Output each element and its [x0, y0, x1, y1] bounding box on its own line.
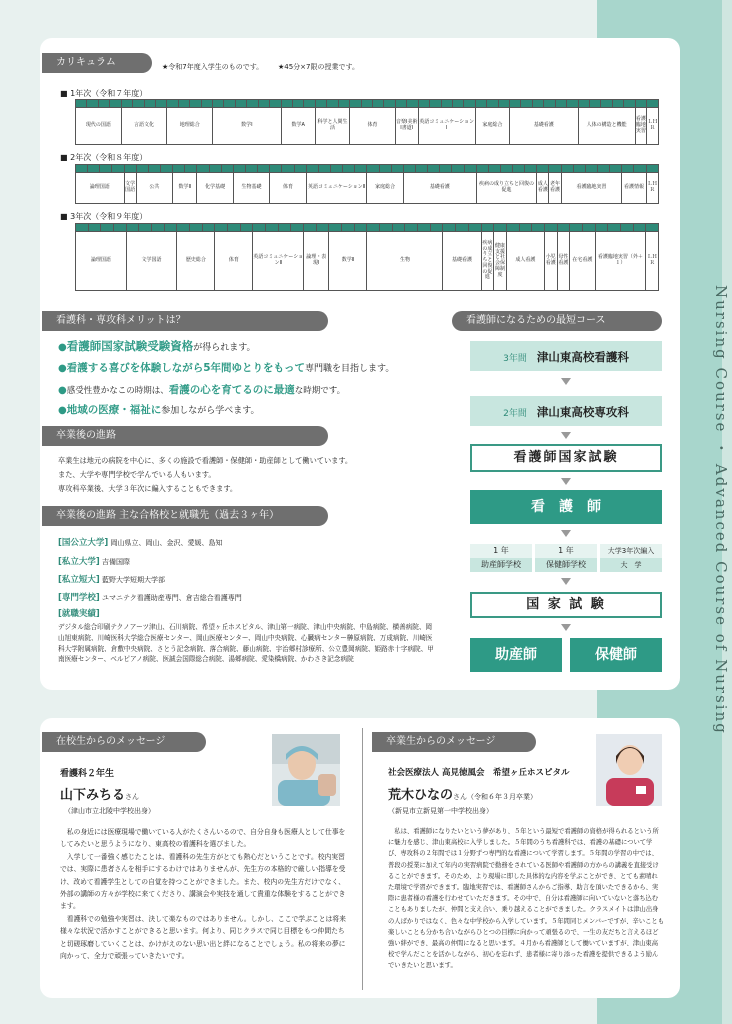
- graduate-photo: [596, 734, 662, 806]
- period-cell: [201, 100, 212, 108]
- period-cell: [282, 165, 294, 173]
- period-cell: [315, 100, 326, 108]
- subject-cell: 音楽Ⅰ美術Ⅰ書道Ⅰ: [395, 108, 418, 145]
- period-cell: [570, 224, 583, 232]
- period-cell: [343, 165, 355, 173]
- route-midwife: 助産師: [470, 638, 562, 672]
- period-header-row: [76, 224, 659, 232]
- graduate-name: 荒木ひなのさん（令和６年３月卒業）: [388, 788, 538, 803]
- subject-cell: 言語文化: [121, 108, 167, 145]
- period-cell: [537, 165, 549, 173]
- route-arrow-3: [561, 478, 571, 485]
- subject-cell: 生物: [367, 232, 443, 291]
- period-cell: [209, 165, 221, 173]
- period-cell: [441, 100, 452, 108]
- merit-title: 看護科・専攻科メリットは？: [42, 311, 328, 331]
- subject-cell: 看護臨地実習: [635, 108, 646, 145]
- period-cell: [245, 165, 257, 173]
- period-cell: [452, 100, 463, 108]
- subject-cell: 英語コミュニケーションⅡ: [306, 173, 367, 204]
- period-cell: [555, 100, 566, 108]
- student-message-body: 私の身近には医療現場で働いている人がたくさんいるので、自分自身も医療人として仕事をしてみたいと思うようになり、東高校の看護科を選びました。 入学して一番強く感じたことは、看護科の先生方がとても熱心だということです。校内実習では、実際に患者さんを相手にするわけではありませんが、先生方の本格的で厳しい指導を受け、改めて看護学生としての自覚を持つことができました。また、校内の先生方だけでなく、外部の講師の方々が学校に来てくださり、講演会や実技を通して貴重な体験をすることができます。 看護科での勉強や実習は、決して楽なものではありません。しかし、ここで学ぶことは将来様々な状況で活かすことができると思います。何より、同じクラスで同じ目標をもつ仲間たちと切磋琢磨していくことは、かけがえのない思い出と絆になることでしょう。私の将来の夢に向かって、全力で頑張っていきたいです。: [60, 828, 346, 961]
- period-cell: [391, 165, 403, 173]
- period-cell: [148, 165, 160, 173]
- period-cell: [304, 100, 315, 108]
- period-cell: [88, 224, 101, 232]
- period-cell: [380, 224, 393, 232]
- period-cell: [329, 224, 342, 232]
- period-cell: [306, 165, 318, 173]
- period-cell: [532, 100, 543, 108]
- subject-cell: 文学国語: [126, 232, 177, 291]
- period-cell: [342, 224, 355, 232]
- period-cell: [403, 165, 415, 173]
- period-cell: [270, 100, 281, 108]
- period-cell: [488, 165, 500, 173]
- period-cell: [500, 165, 512, 173]
- period-cell: [270, 165, 282, 173]
- route-arrow-2: [561, 432, 571, 439]
- university-transfer-box: 大学3年次編入 大 学: [600, 544, 662, 572]
- period-cell: [98, 100, 109, 108]
- period-cell: [126, 224, 139, 232]
- period-cell: [173, 165, 185, 173]
- career-line-2: また、大学や専門学校で学んでいる人もいます。: [58, 470, 216, 479]
- schools-title: 卒業後の進路 主な合格校と就職先（過去３ヶ年）: [42, 506, 328, 526]
- subject-cell: 基礎看護: [510, 108, 579, 145]
- subject-cell: 老年看護: [549, 173, 561, 204]
- period-cell: [121, 100, 132, 108]
- period-cell: [418, 224, 431, 232]
- year3-label: ■ 3年次（令和９年度）: [60, 211, 147, 222]
- subject-cell: 基礎看護: [443, 232, 481, 291]
- subject-cell: 文学国語: [124, 173, 136, 204]
- subject-cell: 体育: [350, 108, 396, 145]
- midwife-school-box: 1 年 助産師学校: [470, 544, 532, 572]
- period-cell: [443, 224, 456, 232]
- period-cell: [76, 165, 88, 173]
- route-public-health-nurse: 保健師: [570, 638, 662, 672]
- subject-cell: 化学基礎: [197, 173, 233, 204]
- period-cell: [557, 224, 570, 232]
- graduate-school: （新見市立新見第一中学校出身）: [388, 807, 493, 815]
- subject-cell: 英語コミュニケーションⅠ: [418, 108, 475, 145]
- employment-label: [就職実績]: [58, 609, 100, 619]
- subject-cell: ＬＨＲ: [646, 173, 658, 204]
- subject-cell: 数学A: [281, 108, 315, 145]
- period-cell: [87, 100, 98, 108]
- subject-cell: 基礎看護: [403, 173, 476, 204]
- student-school: （津山市立北陵中学校出身）: [64, 807, 155, 815]
- period-cell: [646, 224, 659, 232]
- period-header-row: [76, 100, 659, 108]
- period-cell: [327, 100, 338, 108]
- side-course-title: Nursing Course ・ Advanced Course of Nursing: [712, 285, 730, 735]
- subject-cell: 健康支援と社会保障制度: [494, 232, 507, 291]
- period-cell: [133, 100, 144, 108]
- period-cell: [384, 100, 395, 108]
- period-cell: [519, 224, 532, 232]
- period-cell: [475, 100, 486, 108]
- curriculum-title: カリキュラム: [42, 53, 152, 73]
- subject-row: [76, 232, 659, 291]
- period-cell: [224, 100, 235, 108]
- route-national-exam: 看護師国家試験: [470, 444, 662, 472]
- period-cell: [622, 165, 634, 173]
- period-cell: [316, 224, 329, 232]
- junior-colleges: [私立短大] 藍野大学短期大学部: [58, 575, 166, 585]
- subject-cell: 看護情報: [622, 173, 646, 204]
- graduate-organization: 社会医療法人 高見徳風会 希望ヶ丘ホスピタル: [388, 768, 570, 778]
- period-cell: [612, 100, 623, 108]
- period-cell: [585, 165, 597, 173]
- merit-line-4: ●地域の医療・福祉に参加しながら学べます。: [58, 404, 260, 416]
- subject-row: [76, 108, 659, 145]
- year1-label: ■ 1年次（令和７年度）: [60, 88, 147, 99]
- subject-cell: 数学Ⅰ: [213, 108, 282, 145]
- subject-cell: 在宅看護: [570, 232, 595, 291]
- period-cell: [481, 224, 494, 232]
- period-cell: [589, 100, 600, 108]
- year2-label: ■ 2年次（令和８年度）: [60, 152, 147, 163]
- period-cell: [350, 100, 361, 108]
- period-cell: [190, 224, 203, 232]
- subject-cell: 成人看護: [506, 232, 544, 291]
- period-cell: [647, 100, 659, 108]
- period-cell: [258, 165, 270, 173]
- period-cell: [633, 224, 646, 232]
- period-cell: [608, 224, 621, 232]
- subject-cell: 家庭総合: [475, 108, 509, 145]
- period-cell: [598, 165, 610, 173]
- subject-cell: 現代の国語: [76, 108, 122, 145]
- period-cell: [367, 224, 380, 232]
- period-cell: [101, 224, 114, 232]
- subject-cell: 体育: [270, 173, 306, 204]
- period-cell: [532, 224, 545, 232]
- period-cell: [215, 224, 228, 232]
- period-cell: [177, 224, 190, 232]
- route-arrow-5: [561, 578, 571, 585]
- period-cell: [624, 100, 635, 108]
- merit-line-2: ●看護する喜びを体験しながら5年間ゆとりをもって専門職を目指します。: [58, 362, 395, 374]
- period-cell: [240, 224, 253, 232]
- merit-line-3: ●感受性豊かなこの時期は、看護の心を育てるのに最適な時期です。: [58, 384, 346, 396]
- student-photo: [272, 734, 340, 806]
- period-cell: [561, 165, 573, 173]
- period-cell: [152, 224, 165, 232]
- subject-cell: 論理国語: [76, 173, 125, 204]
- subject-cell: 看護臨地実習（外＋１）: [595, 232, 646, 291]
- subject-cell: 体育: [215, 232, 253, 291]
- messages-divider: [362, 728, 363, 990]
- subject-cell: 疾病の成り立ちと回復の促進: [476, 173, 537, 204]
- period-cell: [164, 224, 177, 232]
- subject-cell: ＬＨＲ: [647, 108, 659, 145]
- period-cell: [620, 224, 633, 232]
- period-cell: [476, 165, 488, 173]
- period-cell: [247, 100, 258, 108]
- merit-line-1: ●看護師国家試験受験資格が得られます。: [58, 339, 256, 353]
- subject-cell: 家庭総合: [367, 173, 403, 204]
- period-cell: [361, 100, 372, 108]
- period-cell: [167, 100, 178, 108]
- period-cell: [549, 165, 561, 173]
- period-cell: [430, 224, 443, 232]
- period-cell: [498, 100, 509, 108]
- period-header-row: [76, 165, 659, 173]
- subject-cell: 英語コミュニケーションⅡ: [253, 232, 304, 291]
- period-cell: [266, 224, 279, 232]
- period-cell: [430, 100, 441, 108]
- period-cell: [635, 100, 646, 108]
- route-arrow-1: [561, 378, 571, 385]
- period-cell: [578, 100, 589, 108]
- period-cell: [544, 100, 555, 108]
- period-cell: [452, 165, 464, 173]
- period-cell: [456, 224, 469, 232]
- national-universities: [国公立大学] 岡山県立、岡山、金沢、愛媛、島知: [58, 538, 223, 548]
- route-nurse: 看 護 師: [470, 490, 662, 524]
- subject-cell: 小児看護: [544, 232, 557, 291]
- period-cell: [304, 224, 317, 232]
- year2-curriculum-table: [75, 164, 659, 204]
- period-cell: [100, 165, 112, 173]
- vocational-schools: [専門学校] ユマニテク看護助産専門、倉吉総合看護専門: [58, 593, 242, 603]
- period-cell: [405, 224, 418, 232]
- period-cell: [110, 100, 121, 108]
- student-name: 山下みちるさん: [60, 788, 140, 803]
- period-cell: [202, 224, 215, 232]
- subject-cell: 看護臨地実習: [561, 173, 622, 204]
- period-cell: [76, 224, 89, 232]
- period-cell: [233, 165, 245, 173]
- curriculum-note-1: ★令和7年度入学生のものです。: [162, 63, 264, 71]
- career-line-3: 専攻科卒業後、大学３年次に編入することもできます。: [58, 484, 238, 493]
- career-line-1: 卒業生は地元の病院を中心に、多くの施設で看護師・保健師・助産師として働いています。: [58, 456, 353, 465]
- period-cell: [293, 100, 304, 108]
- period-cell: [379, 165, 391, 173]
- route-arrow-4: [561, 530, 571, 537]
- period-cell: [228, 224, 241, 232]
- year1-curriculum-table: [75, 99, 659, 145]
- route-arrow-6: [561, 624, 571, 631]
- period-cell: [213, 100, 224, 108]
- period-cell: [513, 165, 525, 173]
- route-step-2: 2年間 津山東高校専攻科: [470, 396, 662, 426]
- year3-curriculum-table: [75, 223, 659, 291]
- subject-cell: 科学と人間生活: [315, 108, 349, 145]
- subject-cell: ＬＨＲ: [646, 232, 659, 291]
- period-cell: [510, 100, 521, 108]
- subject-cell: 歴史総合: [177, 232, 215, 291]
- period-cell: [464, 100, 475, 108]
- subject-cell: 疾病の成り立ちと回復の促進: [481, 232, 494, 291]
- period-cell: [506, 224, 519, 232]
- subject-cell: 公共: [136, 173, 172, 204]
- period-cell: [582, 224, 595, 232]
- period-cell: [139, 224, 152, 232]
- period-cell: [595, 224, 608, 232]
- subject-cell: 数学Ⅱ: [329, 232, 367, 291]
- period-cell: [494, 224, 507, 232]
- period-cell: [112, 165, 124, 173]
- period-cell: [281, 100, 292, 108]
- period-cell: [160, 165, 172, 173]
- period-cell: [415, 165, 427, 173]
- period-cell: [124, 165, 136, 173]
- employment-list: デジタル総合印刷テクノアーツ津山、石川病院、希望ヶ丘ホスピタル、津山第一病院、津山中央病院、中島病院、横善病院、岡山旭東病院、川崎医科大学総合医療センター、岡山医療センター、岡山中央病院、心臓病センター榊原病院、万成病院、川崎医科大学附属病院、倉敷中央病院、さとう記念病院、落合病院、藤山病院、宇治郷村診療所、公立豊岡病院、姫路赤十字病院、甲南医療センター、ベルピアノ病院、医誠会国際総合病院、湯郷病院、愛染橋病院、かわさき記念病院: [58, 623, 434, 664]
- route-national-exam-2: 国 家 試 験: [470, 592, 662, 618]
- period-cell: [253, 224, 266, 232]
- private-universities: [私立大学] 吉備国際: [58, 557, 131, 567]
- period-cell: [395, 100, 406, 108]
- subject-cell: 数学Ⅱ: [173, 173, 197, 204]
- period-cell: [88, 165, 100, 173]
- subject-row: [76, 173, 659, 204]
- period-cell: [197, 165, 209, 173]
- period-cell: [468, 224, 481, 232]
- period-cell: [464, 165, 476, 173]
- graduate-message-title: 卒業生からのメッセージ: [372, 732, 536, 752]
- period-cell: [544, 224, 557, 232]
- period-cell: [178, 100, 189, 108]
- period-cell: [355, 165, 367, 173]
- period-cell: [634, 165, 646, 173]
- period-cell: [392, 224, 405, 232]
- period-cell: [487, 100, 498, 108]
- period-cell: [190, 100, 201, 108]
- period-cell: [567, 100, 578, 108]
- period-cell: [372, 100, 383, 108]
- subject-cell: 生物基礎: [233, 173, 269, 204]
- period-cell: [185, 165, 197, 173]
- period-cell: [294, 165, 306, 173]
- period-cell: [338, 100, 349, 108]
- period-cell: [155, 100, 166, 108]
- period-cell: [136, 165, 148, 173]
- period-cell: [525, 165, 537, 173]
- period-cell: [114, 224, 127, 232]
- student-grade: 看護科２年生: [60, 769, 115, 779]
- period-cell: [258, 100, 269, 108]
- period-cell: [144, 100, 155, 108]
- period-cell: [418, 100, 429, 108]
- period-cell: [646, 165, 658, 173]
- subject-cell: 論理国語: [76, 232, 127, 291]
- period-cell: [221, 165, 233, 173]
- route-step-1: 3年間 津山東高校看護科: [470, 341, 662, 371]
- period-cell: [291, 224, 304, 232]
- graduate-message-body: 私は、看護師になりたいという夢があり、５年という最短で看護師の資格が得られるという所に魅力を感じ、津山東高校に入学しました。５年間のうち看護科では、看護の基礎について学び、専攻科の２年間では１分野ずつ専門的な看護について学習します。５年間の学習の中では、普段の授業に加えて年内の実習病院で勤務をされている医師や看護師の方からの講義を直接受けることができます。そのため、より現場に即した具体的な内容を学ぶことができ、とても素晴れた環境で学習ができます。臨地実習では、看護師さんからご指導、助言を頂いたできるから、実際に患者様の看護を行わせていただきます。その中で、自分は看護師に向いていないと落ち込むこともありましたが、仲間と支え合い、乗り越えることができました。クラスメイトは津山出身の人ばかりではなく、色々な中学校から入学しています。５年間同じメンバーですが、辛いことも楽しいことも分かち合いながらひとつの目標に向かって頑張るので、一生の友だちと言えるほど強い絆ができ、最高の仲間になると思います。４月から看護師として働いていますが、津山東高校で学んだことを活かしながら、初心を忘れず、患者様に寄り添った看護を提供できるよう励んでいきたいと思います。: [388, 828, 664, 970]
- subject-cell: 成人看護: [537, 173, 549, 204]
- subject-cell: 論理・表現Ⅰ: [304, 232, 329, 291]
- period-cell: [354, 224, 367, 232]
- period-cell: [278, 224, 291, 232]
- phn-school-box: 1 年 保健師学校: [535, 544, 597, 572]
- period-cell: [235, 100, 246, 108]
- student-message-title: 在校生からのメッセージ: [42, 732, 206, 752]
- period-cell: [521, 100, 532, 108]
- curriculum-note-2: ★45分×7限の授業です。: [278, 63, 359, 71]
- period-cell: [367, 165, 379, 173]
- subject-cell: 地理総合: [167, 108, 213, 145]
- subject-cell: 人体の構造と機能: [578, 108, 635, 145]
- period-cell: [440, 165, 452, 173]
- period-cell: [318, 165, 330, 173]
- period-cell: [610, 165, 622, 173]
- period-cell: [428, 165, 440, 173]
- period-cell: [330, 165, 342, 173]
- subject-cell: 母性看護: [557, 232, 570, 291]
- period-cell: [601, 100, 612, 108]
- career-title: 卒業後の進路: [42, 426, 328, 446]
- period-cell: [76, 100, 87, 108]
- route-title: 看護師になるための最短コース: [452, 311, 662, 331]
- period-cell: [407, 100, 418, 108]
- period-cell: [573, 165, 585, 173]
